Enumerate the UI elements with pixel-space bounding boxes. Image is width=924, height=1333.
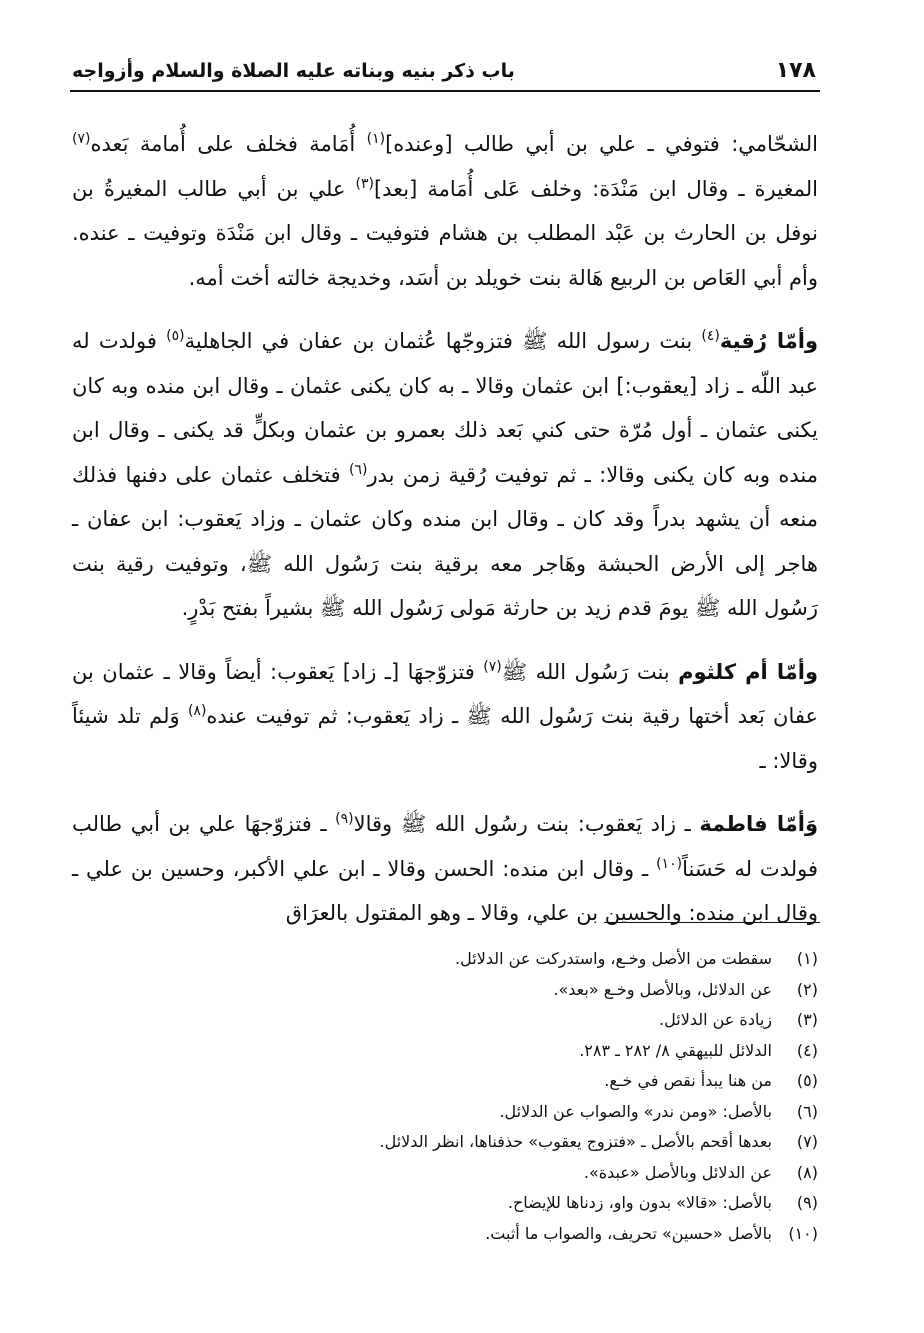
header-divider bbox=[70, 90, 820, 92]
footnote-ref: (١) bbox=[366, 131, 386, 147]
footnote-ref: (٨) bbox=[187, 703, 207, 719]
page-number: ١٧٨ bbox=[775, 58, 816, 83]
paragraph-ruqayya bbox=[72, 319, 818, 631]
footnote-number: (٥) bbox=[796, 1071, 818, 1090]
text-run: فولدت له عبد اللّه ـ زاد [يعقوب:] ابن عثمان وقالا ـ به كان يكنى عثمان ـ وقال ابن منده وبه كان يكنى عثمان ـ أول مُرّة حتى كني بَعد ذلك بعمرو بن عثمان وبكلٍّ قد يكنى ـ وقال ابن منده وبه كان يكنى وقالا: ـ ثم توفيت رُقية زمن بدر bbox=[72, 329, 818, 487]
text-run: ـ وقال ابن منده: الحسن وقالا ـ ابن علي الأكبر، وحسين بن علي ـ وقال ابن منده: والحسين بن علي، وقالا ـ وهو المقتول بالعرَاق bbox=[72, 856, 818, 925]
text-run: أُمَامة فخلف على أُمامة بَعده bbox=[90, 132, 367, 156]
footnote-text: من هنا يبدأ نقص في خـع. bbox=[604, 1071, 772, 1090]
text-run: ـ زاد يَعقوب: بنت رسُول الله ﷺ وقالا bbox=[353, 812, 700, 836]
footnote-text: بالأصل «حسين» تحريف، والصواب ما أثبت. bbox=[485, 1223, 772, 1243]
paragraph-fatima bbox=[72, 802, 818, 936]
footnote bbox=[72, 1066, 818, 1097]
footnote bbox=[72, 1036, 818, 1067]
footnote-number: (٨) bbox=[796, 1162, 818, 1182]
footnote-ref: (٥) bbox=[166, 328, 185, 344]
footnote-ref: (٦) bbox=[348, 461, 368, 478]
footnote bbox=[72, 1005, 818, 1036]
footnote-ref: (٩) bbox=[335, 811, 354, 827]
footnote-text: زيادة عن الدلائل. bbox=[659, 1010, 772, 1029]
text-run: ـ فتزوّجهَا علي بن أبي طالب فولدت له حَسَناً bbox=[72, 812, 818, 881]
section-heading: وأمّا رُقية bbox=[719, 329, 818, 353]
text-run: وَلم تلد شيئاً وقالا: ـ bbox=[72, 704, 818, 773]
footnote-ref: (٧) bbox=[483, 658, 502, 675]
footnote bbox=[72, 1127, 818, 1158]
footnote-text: بعدها أقحم بالأصل ـ «فتزوج يعقوب» حذفناها، انظر الدلائل. bbox=[379, 1132, 772, 1151]
footnote-divider bbox=[604, 922, 820, 923]
footnote-number: (١) bbox=[796, 949, 818, 968]
paragraph-umm-kulthum bbox=[72, 650, 818, 784]
footnote bbox=[72, 1219, 818, 1250]
text-run: بنت رسول الله ﷺ فتزوجّها عُثمان بن عفان في الجاهلية bbox=[184, 329, 702, 353]
text-run: فتخلف عثمان على دفنها فذلك منعه أن يشهد بدراً وقد كان ـ وقال ابن منده وكان عثمان ـ وزاد يَعقوب: ابن عفان ـ هاجر إلى الأرض الحبشة وهَاجر معه برقية بنت رَسُول الله ﷺ، وتوفيت رقية بنت رَسُول الله ﷺ يومَ قدم زيد بن حارثة مَولى رَسُول الله ﷺ بشيراً بفتح بَدْرٍ. bbox=[72, 462, 818, 620]
footnote-number: (١٠) bbox=[788, 1223, 818, 1243]
footnote-ref: (٧) bbox=[72, 131, 91, 147]
footnote bbox=[72, 1158, 818, 1189]
footnote-text: عن الدلائل، وبالأصل وخـع «بعد». bbox=[553, 979, 772, 999]
footnote bbox=[72, 975, 818, 1006]
footnote-text: بالأصل: «قالا» بدون واو، زدناها للإيضاح. bbox=[507, 1193, 772, 1212]
footnote-number: (٩) bbox=[796, 1193, 818, 1212]
footnote-number: (٧) bbox=[796, 1132, 818, 1151]
footnote-ref: (٣) bbox=[355, 175, 374, 192]
footnote-number: (٢) bbox=[796, 979, 818, 999]
footnotes bbox=[72, 944, 818, 1249]
footnote-number: (٣) bbox=[796, 1010, 818, 1029]
footnote-text: الدلائل للبيهقي ٨/ ٢٨٢ ـ ٢٨٣. bbox=[579, 1040, 772, 1060]
footnote bbox=[72, 1097, 818, 1128]
text-run: المغيرة ـ وقال ابن مَنْدَة: وخلف عَلى أُمَامة [بعد] bbox=[373, 176, 818, 201]
text-run: فتزوّجهَا [ـ زاد] يَعقوب: أيضاً وقالا ـ عثمان بن عفان بَعد أختها رقية بنت رَسُول الله ﷺ ـ زاد يَعقوب: ثم توفيت عنده bbox=[72, 659, 819, 728]
running-title: باب ذكر بنيه وبناته عليه الصلاة والسلام وأزواجه bbox=[72, 60, 515, 82]
section-heading: وَأمّا فاطمة bbox=[699, 812, 819, 836]
footnote bbox=[72, 1188, 818, 1219]
text-run: بنت رَسُول الله ﷺ bbox=[501, 659, 679, 684]
footnote-ref: (٤) bbox=[701, 328, 720, 344]
paragraph-umama bbox=[72, 122, 818, 300]
footnote-ref: (١٠) bbox=[656, 855, 683, 872]
page-header bbox=[72, 52, 816, 92]
footnote-text: عن الدلائل وبالأصل «عبدة». bbox=[583, 1162, 772, 1182]
footnote-text: بالأصل: «ومن ندر» والصواب عن الدلائل. bbox=[499, 1101, 772, 1121]
section-heading: وأمّا أم كلثوم bbox=[678, 659, 818, 684]
footnote-number: (٦) bbox=[796, 1101, 818, 1121]
text-run: علي بن أبي طالب المغيرةُ بن نوفل بن الحارث بن عَبْد المطلب بن هشام فتوفيت ـ وقال ابن مَنْدَة وتوفيت ـ عنده. وأم أبي العَاص بن الربيع هَالة بنت خويلد بن أسَد، وخديجة خالته أخت أمه. bbox=[72, 176, 818, 290]
footnote-number: (٤) bbox=[796, 1040, 818, 1060]
footnote-text: سقطت من الأصل وخـع، واستدركت عن الدلائل. bbox=[455, 949, 772, 968]
footnote bbox=[72, 944, 818, 975]
text-run: الشحّامي: فتوفي ـ علي بن أبي طالب [وعنده] bbox=[385, 132, 818, 156]
main-text bbox=[72, 122, 818, 936]
